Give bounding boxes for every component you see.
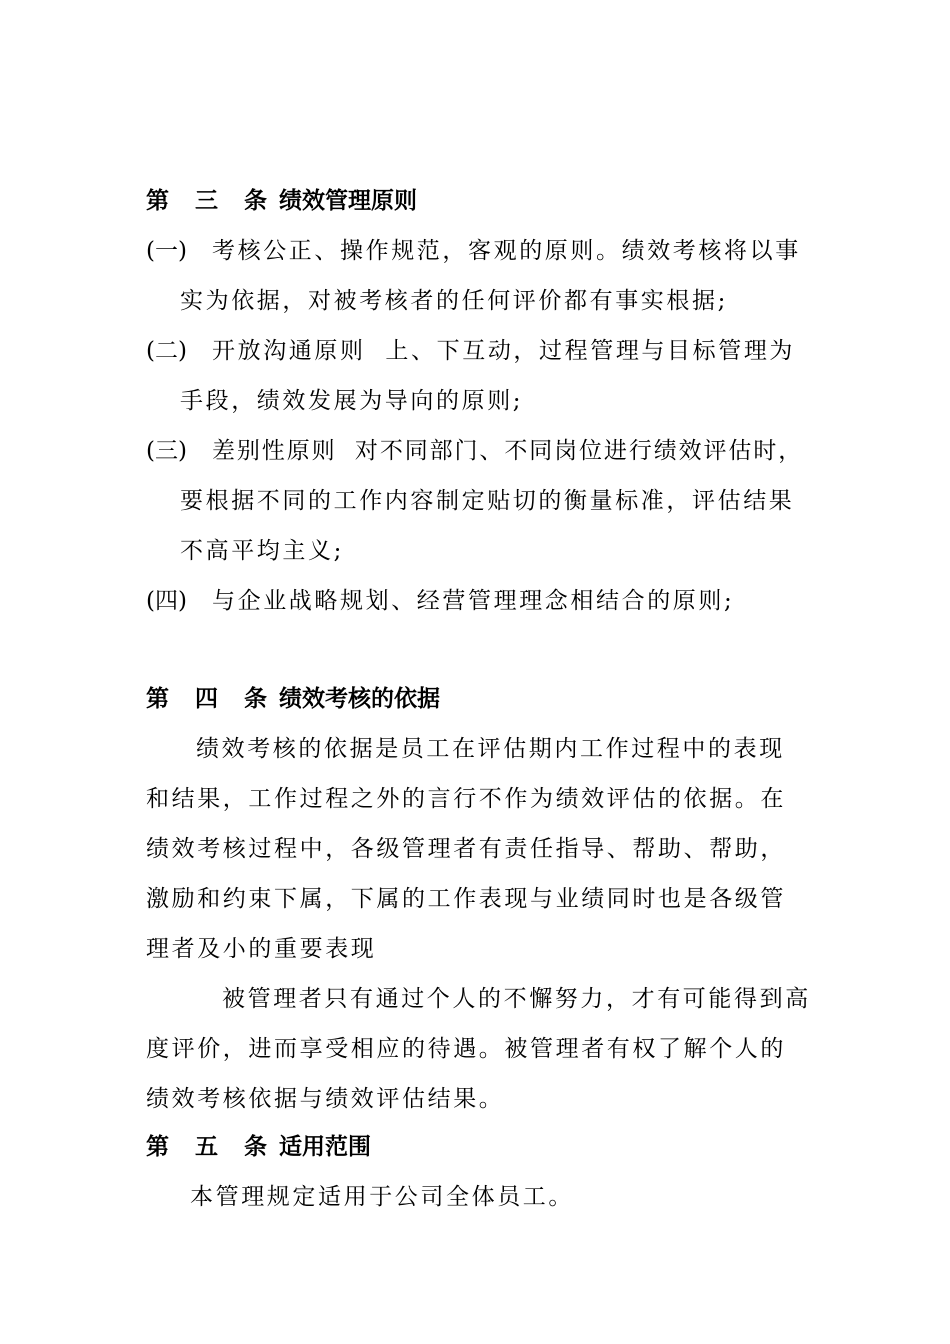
item-4-line-1: 与企业战略规划、经营管理理念相结合的原则;: [212, 588, 735, 614]
article-4-p1-line-5: 理者及小的重要表现: [146, 936, 377, 962]
article-4-heading: [146, 684, 440, 714]
item-4-marker: (四): [146, 588, 187, 614]
item-2-line-2: 手段，绩效发展为导向的原则;: [180, 388, 524, 414]
article-3-title: 绩效管理原则: [279, 188, 417, 214]
item-3-line-1: 差别性原则 对不同部门、不同岗位进行绩效评估时，: [212, 438, 804, 464]
article-5-number: 第 五 条: [146, 1134, 277, 1160]
item-3-line-2: 要根据不同的工作内容制定贴切的衡量标准，评估结果: [180, 488, 795, 514]
item-2-line-1: 开放沟通原则 上、下互动，过程管理与目标管理为: [212, 338, 796, 364]
article-4-p1-line-4: 激励和约束下属，下属的工作表现与业绩同时也是各级管: [146, 886, 786, 912]
article-4-p2-line-1: 被管理者只有通过个人的不懈努力，才有可能得到高: [222, 986, 811, 1012]
article-4-p1-line-1: 绩效考核的依据是员工在评估期内工作过程中的表现: [196, 736, 785, 762]
article-5-paragraph: 本管理规定适用于公司全体员工。: [190, 1184, 574, 1210]
item-3-marker: (三): [146, 438, 187, 464]
article-5-heading: [146, 1132, 371, 1162]
item-1-line-1: 考核公正、操作规范，客观的原则。绩效考核将以事: [212, 238, 801, 264]
article-5-title: 适用范围: [279, 1134, 371, 1160]
item-2-marker: (二): [146, 338, 187, 364]
article-3-number: 第 三 条: [146, 188, 277, 214]
article-4-number: 第 四 条: [146, 686, 277, 712]
article-4-p2-line-2: 度评价，进而享受相应的待遇。被管理者有权了解个人的: [146, 1036, 786, 1062]
item-1-line-2: 实为依据，对被考核者的任何评价都有事实根据;: [180, 288, 728, 314]
article-4-p1-line-3: 绩效考核过程中，各级管理者有责任指导、帮助、帮助，: [146, 836, 786, 862]
article-3-heading: [146, 186, 417, 216]
item-1-marker: (一): [146, 238, 187, 264]
article-4-title: 绩效考核的依据: [279, 686, 440, 712]
article-4-p2-line-3: 绩效考核依据与绩效评估结果。: [146, 1086, 505, 1112]
article-4-p1-line-2: 和结果，工作过程之外的言行不作为绩效评估的依据。在: [146, 786, 786, 812]
item-3-line-3: 不高平均主义;: [180, 538, 344, 564]
